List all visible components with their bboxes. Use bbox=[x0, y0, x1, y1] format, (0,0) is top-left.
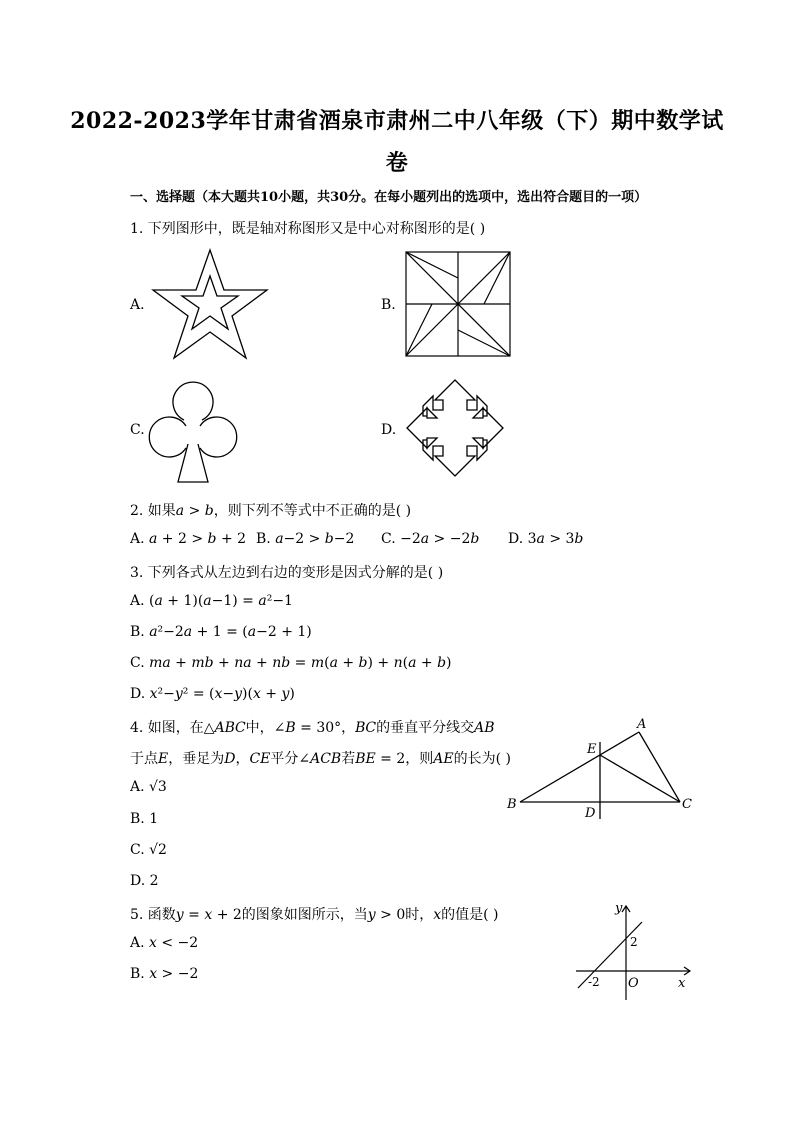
q3-option-c: C. 𝑚𝑎 + 𝑚𝑏 + 𝑛𝑎 + 𝑛𝑏 = 𝑚(𝑎 + 𝑏) + 𝑛(𝑎 + 𝑏) bbox=[130, 655, 452, 671]
figure-triangle-abc bbox=[505, 715, 705, 825]
y-intercept-label: 2 bbox=[630, 935, 638, 949]
q4-option-b: B. 1 bbox=[130, 811, 159, 827]
origin-label: O bbox=[628, 976, 639, 991]
q2-option-d: D. 3𝑎 > 3𝑏 bbox=[508, 531, 584, 547]
question-4-stem-line2: 于点𝐸，垂足为𝐷，𝐶𝐸平分∠𝐴𝐶𝐵若𝐵𝐸 = 2，则𝐴𝐸的长为( ) bbox=[130, 751, 511, 767]
axis-y-label: y bbox=[615, 901, 623, 916]
label-e: E bbox=[587, 742, 597, 757]
q2-option-a: A. 𝑎 + 2 > 𝑏 + 2 bbox=[130, 531, 247, 547]
q3-option-b: B. 𝑎²−2𝑎 + 1 = (𝑎−2 + 1) bbox=[130, 624, 312, 640]
q4-option-c: C. √2 bbox=[130, 842, 167, 858]
q2-option-b: B. 𝑎−2 > 𝑏−2 bbox=[256, 531, 355, 547]
page-title-line2: 卷 bbox=[385, 150, 409, 176]
x-intercept-label: -2 bbox=[588, 975, 600, 989]
label-b: B bbox=[507, 797, 517, 812]
question-5-stem: 5. 函数𝑦 = 𝑥 + 2的图象如图所示，当𝑦 > 0时，𝑥的值是( ) bbox=[130, 907, 499, 923]
label-a: A bbox=[637, 717, 647, 732]
figure-pinwheel bbox=[404, 250, 514, 360]
question-3-stem: 3. 下列各式从左边到右边的变形是因式分解的是( ) bbox=[130, 565, 444, 581]
question-4-stem-line1: 4. 如图，在△𝐴𝐵𝐶中，∠𝐵 = 30°，𝐵𝐶的垂直平分线交𝐴𝐵 bbox=[130, 720, 495, 736]
figure-linear-graph bbox=[572, 900, 702, 1005]
figure-club bbox=[148, 382, 238, 487]
page-title-line1: 2022-2023学年甘肃省酒泉市肃州二中八年级（下）期中数学试 bbox=[70, 108, 724, 134]
q3-option-a: A. (𝑎 + 1)(𝑎−1) = 𝑎²−1 bbox=[130, 593, 293, 609]
q1-option-a-label: A. bbox=[130, 297, 145, 313]
q5-option-a: A. 𝑥 < −2 bbox=[130, 935, 199, 951]
q5-option-b: B. 𝑥 > −2 bbox=[130, 966, 199, 982]
q1-option-d-label: D. bbox=[381, 422, 397, 438]
section-heading: 一、选择题（本大题共10小题，共30分。在每小题列出的选项中，选出符合题目的一项） bbox=[130, 190, 648, 205]
q1-option-c-label: C. bbox=[130, 422, 145, 438]
axis-x-label: x bbox=[678, 976, 686, 991]
question-2-stem: 2. 如果𝑎 > 𝑏，则下列不等式中不正确的是( ) bbox=[130, 503, 412, 519]
q4-option-a: A. √3 bbox=[130, 779, 167, 795]
q1-option-b-label: B. bbox=[381, 297, 396, 313]
q3-option-d: D. 𝑥²−𝑦² = (𝑥−𝑦)(𝑥 + 𝑦) bbox=[130, 686, 295, 702]
label-c: C bbox=[682, 797, 692, 812]
question-1-stem: 1. 下列图形中，既是轴对称图形又是中心对称图形的是( ) bbox=[130, 221, 486, 237]
figure-four-arrows bbox=[405, 378, 505, 478]
q2-option-c: C. −2𝑎 > −2𝑏 bbox=[381, 531, 480, 547]
figure-double-star bbox=[150, 248, 270, 368]
q4-option-d: D. 2 bbox=[130, 873, 159, 889]
label-d: D bbox=[585, 806, 596, 821]
